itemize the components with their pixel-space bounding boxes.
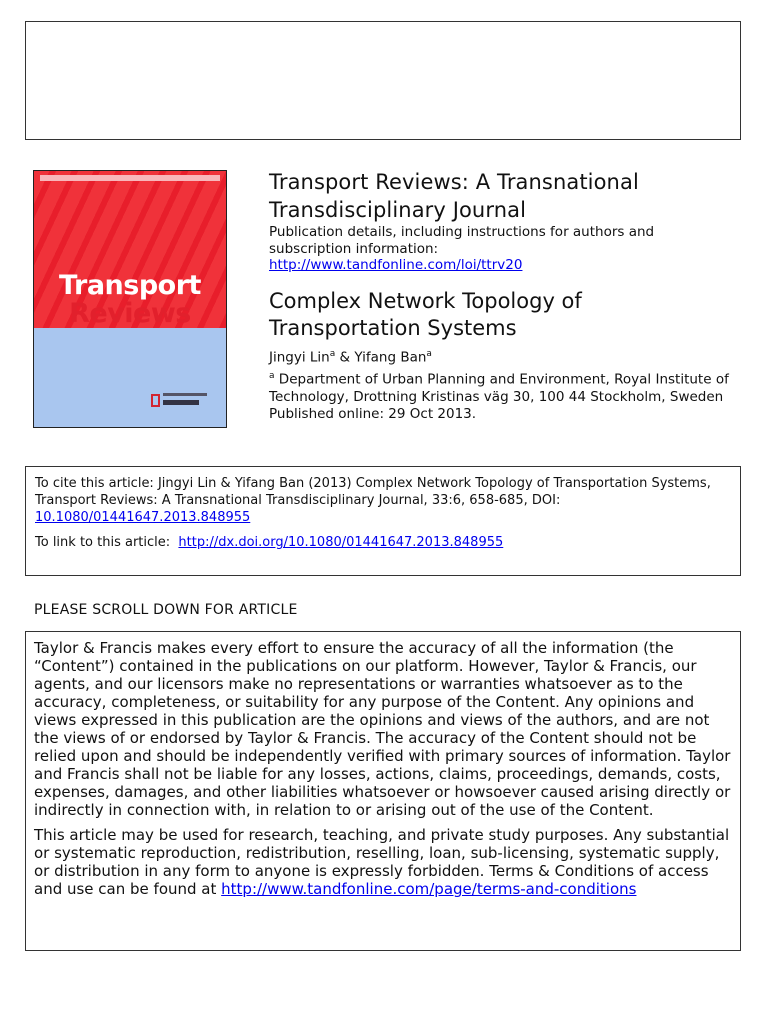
journal-title: Transport Reviews: A Transnational Transdisciplinary Journal [269,170,639,222]
publisher-logo-icon [151,389,209,411]
disclaimer-box [25,631,741,951]
journal-url-link[interactable]: http://www.tandfonline.com/loi/ttrv20 [269,257,523,273]
article-link-line [35,534,731,551]
citation-text: To cite this article: Jingyi Lin & Yifang Ban (2013) Complex Network Topology of Transportation Systems, Transport Reviews: A Transnational Transdisciplinary Journal, 33:6, 658-685, DOI: [35,476,711,508]
published-date: Published online: 29 Oct 2013. [269,405,477,422]
publisher-logo-mark [151,394,160,407]
author-affiliation-mark: a [426,349,432,359]
author-affiliation-mark: a [329,349,336,359]
publisher-logo-text-line [163,393,207,396]
authors [269,346,432,367]
publication-details-text: Publication details, including instructions for authors and subscription information: [269,224,655,257]
author-name: Jingyi Lin [269,349,330,366]
scroll-down-notice: PLEASE SCROLL DOWN FOR ARTICLE [34,602,298,618]
affiliation-mark: a [269,371,275,381]
citation-text-block [35,475,731,526]
disclaimer-paragraph: Taylor & Francis makes every effort to ensure the accuracy of all the information (the “Content”) contained in the publications on our platform. However, Taylor & Francis, our agents, and our licensors make no representations or warranties whatsoever as to the accuracy, completeness, or suitability for any purpose of the Content. Any opinions and views expressed in this publication are the opinions and views of the authors, and are not the views of or endorsed by Taylor & Francis. The accuracy of the Content should not be relied upon and should be independently verified with primary sources of information. Taylor and Francis shall not be liable for any losses, actions, claims, proceedings, demands, costs, expenses, damages, and other liabilities whatsoever or howsoever caused arising directly or indirectly in connection with, in relation to or arising out of the use of the Content. [34,639,731,819]
publication-details [269,224,739,274]
author-separator: & [335,349,355,366]
affiliation-block [269,368,739,423]
article-link-label: To link to this article: [35,535,175,550]
publisher-logo-text-line [163,400,199,405]
cover-title-line2: Reviews [69,298,191,329]
affiliation-text: Department of Urban Planning and Environment, Royal Institute of Technology, Drottning Kristinas väg 30, 100 44 Stockholm, Sweden [269,371,729,405]
terms-text: This article may be used for research, teaching, and private study purposes. Any substantial or systematic reproduction, redistribution, reselling, loan, sub-licensing, systematic supply, or distribution in any form to anyone is expressly forbidden. Terms & Conditions of access and use can be found at [34,826,730,898]
cover-title-line1: Transport [59,270,201,301]
journal-cover-image [33,170,227,428]
article-title: Complex Network Topology of Transportation Systems [269,289,582,340]
cover-issue-strip [40,175,220,181]
doi-link[interactable]: 10.1080/01441647.2013.848955 [35,510,251,525]
terms-paragraph [34,826,732,898]
citation-box [25,466,741,576]
article-doi-url-link[interactable]: http://dx.doi.org/10.1080/01441647.2013.848955 [178,535,504,550]
terms-conditions-link[interactable]: http://www.tandfonline.com/page/terms-and-conditions [221,880,637,898]
author-name: Yifang Ban [354,349,427,366]
header-blank-box [25,21,741,140]
